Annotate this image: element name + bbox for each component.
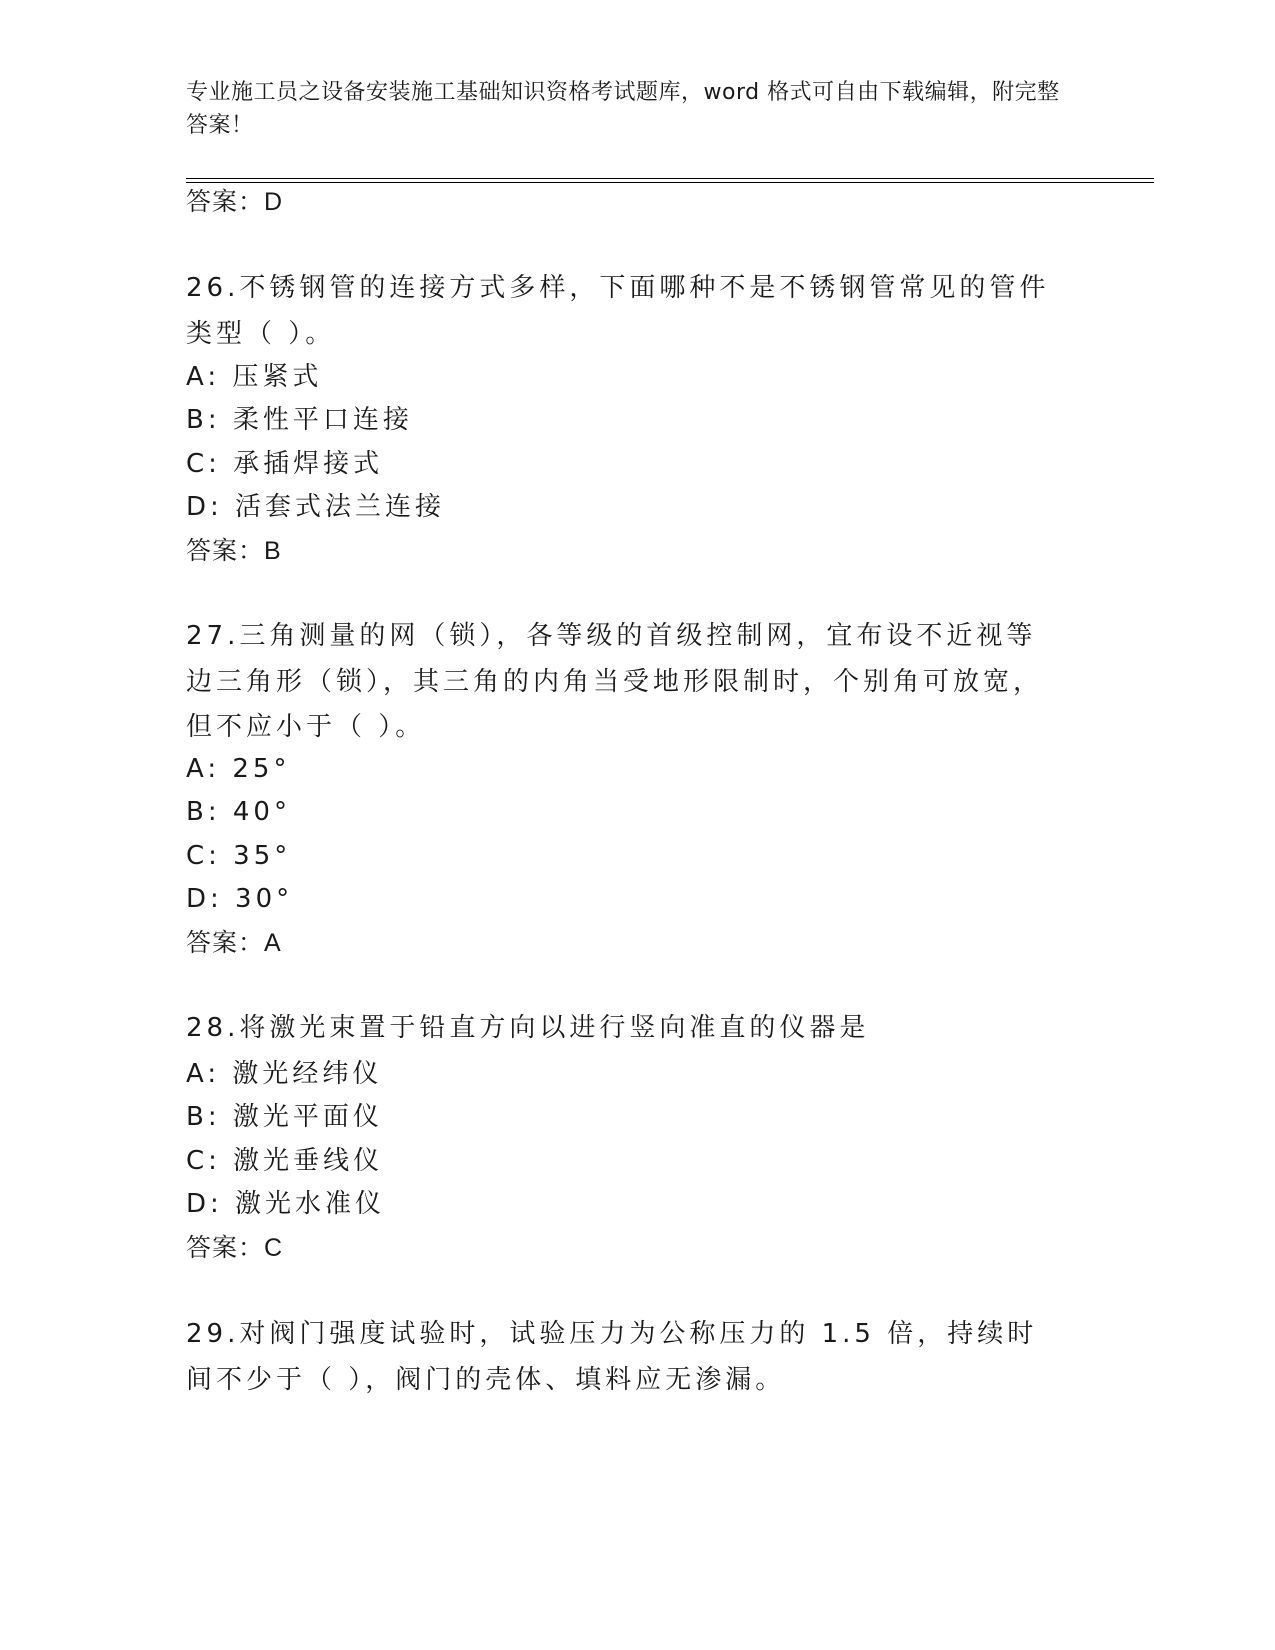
question-27-option-c: C: 35° <box>186 841 292 871</box>
question-28-answer: 答案：C <box>186 1234 284 1262</box>
question-26-option-c: C: 承插焊接式 <box>186 449 384 479</box>
question-27-stem: 27.三角测量的网（锁），各等级的首级控制网，宜布设不近视等边三角形（锁），其三角的内角当受地形限制时，个别角可放宽，但不应小于（ ）。 <box>186 621 1044 742</box>
question-28-stem: 28.将激光束置于铅直方向以进行竖向准直的仪器是 <box>186 1013 870 1043</box>
question-26-option-b: B: 柔性平口连接 <box>186 405 413 435</box>
question-26-option-a: A: 压紧式 <box>186 362 323 392</box>
question-26-option-d: D: 活套式法兰连接 <box>186 492 446 522</box>
header-divider-bottom <box>186 182 1154 183</box>
answer-previous: 答案：D <box>186 188 284 216</box>
question-26-answer: 答案：B <box>186 537 282 565</box>
question-28-option-d: D: 激光水准仪 <box>186 1189 386 1219</box>
question-28-option-c: C: 激光垂线仪 <box>186 1146 384 1176</box>
header-divider-top <box>186 178 1154 179</box>
question-28-option-b: B: 激光平面仪 <box>186 1102 383 1132</box>
question-27-option-b: B: 40° <box>186 797 291 827</box>
question-26-stem: 26.不锈钢管的连接方式多样，下面哪种不是不锈钢管常见的管件类型（ ）。 <box>186 273 1050 349</box>
document-header: 专业施工员之设备安装施工基础知识资格考试题库，word 格式可自由下载编辑，附完整答案！ <box>186 80 1060 138</box>
question-28-option-a: A: 激光经纬仪 <box>186 1059 383 1089</box>
question-27-answer: 答案：A <box>186 929 282 957</box>
question-27-option-a: A: 25° <box>186 754 291 784</box>
question-27-option-d: D: 30° <box>186 884 294 914</box>
question-29-stem: 29.对阀门强度试验时，试验压力为公称压力的 1.5 倍，持续时间不少于（ ），阀门的壳体、填料应无渗漏。 <box>186 1319 1038 1395</box>
